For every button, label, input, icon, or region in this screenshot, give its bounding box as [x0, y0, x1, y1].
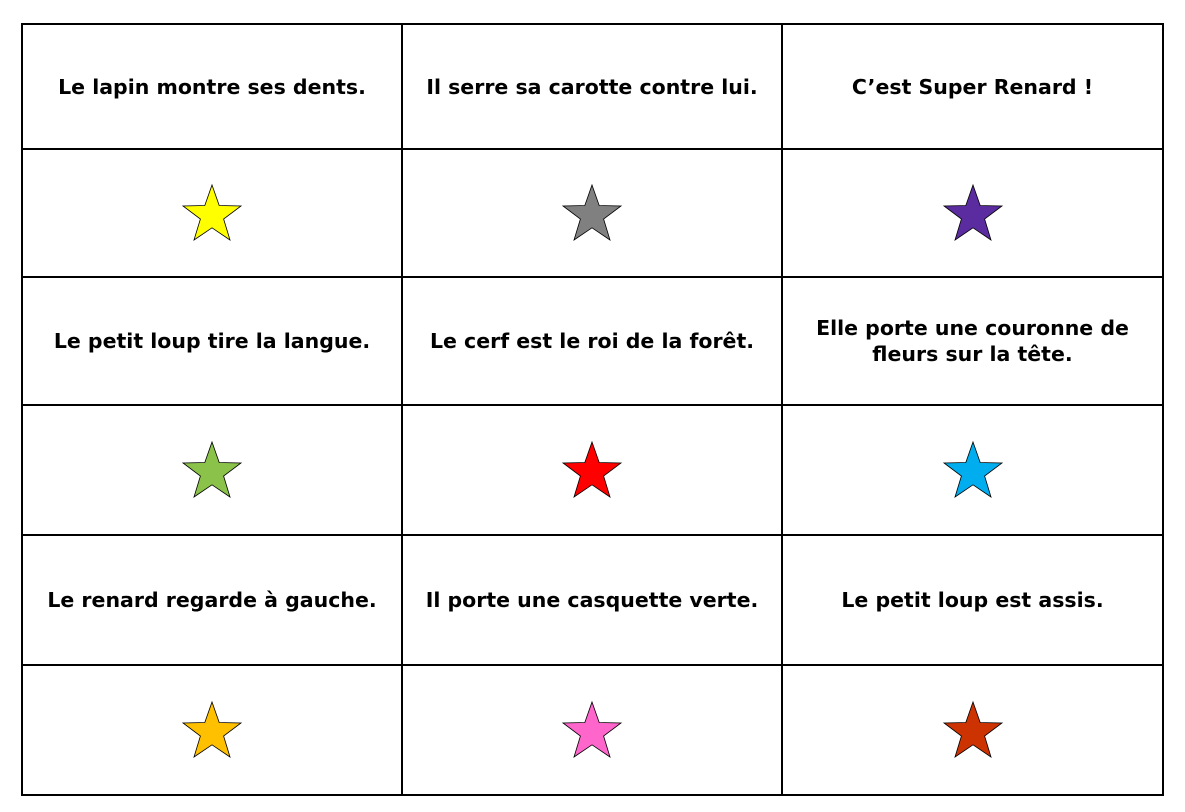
card-grid: [21, 23, 1164, 796]
star-row: [22, 665, 1163, 795]
card-text: Le petit loup tire la langue.: [22, 277, 402, 405]
card-text: Le cerf est le roi de la forêt.: [402, 277, 782, 405]
star-icon: [942, 183, 1004, 243]
star-icon: [561, 440, 623, 500]
star-icon: [942, 440, 1004, 500]
card-text: Il serre sa carotte contre lui.: [402, 24, 782, 149]
card-text: Le petit loup est assis.: [782, 535, 1163, 665]
text-row: [22, 535, 1163, 665]
card-text: Le lapin montre ses dents.: [22, 24, 402, 149]
card-text: C’est Super Renard !: [782, 24, 1163, 149]
star-card: [22, 149, 402, 277]
star-card: [782, 149, 1163, 277]
star-card: [402, 405, 782, 535]
text-row: [22, 24, 1163, 149]
star-row: [22, 149, 1163, 277]
star-card: [22, 665, 402, 795]
star-card: [402, 665, 782, 795]
star-card: [782, 665, 1163, 795]
card-text: Il porte une casquette verte.: [402, 535, 782, 665]
card-text: Le renard regarde à gauche.: [22, 535, 402, 665]
star-card: [22, 405, 402, 535]
card-text: Elle porte une couronne de fleurs sur la tête.: [782, 277, 1163, 405]
star-icon: [181, 183, 243, 243]
star-icon: [181, 700, 243, 760]
star-icon: [942, 700, 1004, 760]
text-row: [22, 277, 1163, 405]
star-icon: [561, 183, 623, 243]
star-icon: [561, 700, 623, 760]
star-card: [402, 149, 782, 277]
star-card: [782, 405, 1163, 535]
star-icon: [181, 440, 243, 500]
star-row: [22, 405, 1163, 535]
